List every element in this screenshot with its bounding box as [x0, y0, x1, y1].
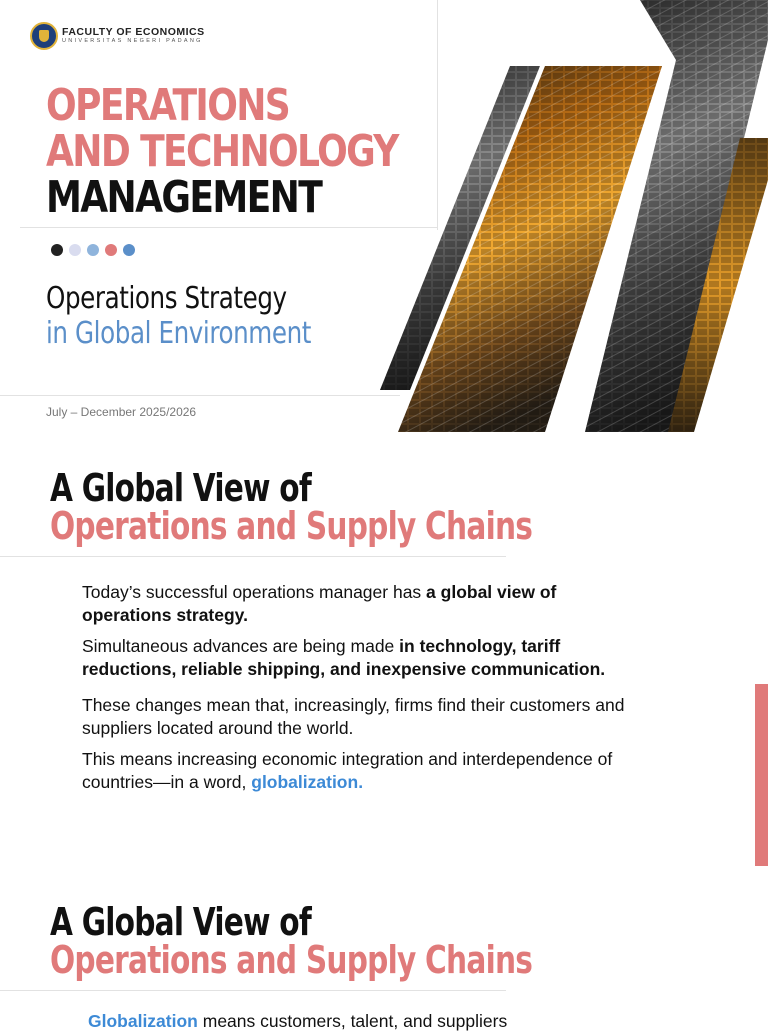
divider-horizontal — [0, 990, 506, 991]
paragraph-text: Simultaneous advances are being made — [82, 636, 400, 656]
slide2-heading-line-1: A Global View of — [50, 466, 311, 510]
subtitle-line-2: in Global Environment — [46, 316, 312, 351]
slide2-heading-line-2: Operations and Supply Chains — [50, 504, 533, 548]
port-photo-collage — [0, 0, 768, 440]
slide2-paragraph-3: These changes mean that, increasingly, firms find their customers and suppliers located around the world. — [82, 695, 625, 738]
faculty-subtitle: UNIVERSITAS NEGERI PADANG — [62, 38, 203, 44]
paragraph-emphasis: in technology, tariff reductions, reliable shipping, and inexpensive communication. — [82, 636, 606, 679]
paragraph-text: means customers, talent, and suppliers — [197, 1011, 508, 1031]
course-date: July – December 2025/2026 — [46, 405, 197, 419]
globalization-highlight: Globalization — [88, 1011, 198, 1031]
slide3-paragraph-1 — [88, 1010, 688, 1033]
globalization-highlight: globalization. — [251, 772, 364, 792]
paragraph-text: This means increasing economic integration and interdependence of countries—in a word, — [82, 749, 613, 792]
divider-horizontal — [0, 556, 506, 557]
slide2-paragraph-2 — [82, 635, 642, 681]
title-line-3: MANAGEMENT — [46, 172, 322, 223]
faculty-title: FACULTY OF ECONOMICS — [62, 26, 205, 38]
title-line-1: OPERATIONS — [46, 80, 290, 131]
accent-bar — [755, 684, 768, 866]
slide2-paragraph-4 — [82, 748, 672, 794]
slide3-heading-line-2: Operations and Supply Chains — [50, 938, 533, 982]
title-slide — [0, 0, 768, 440]
slide3-heading-line-1: A Global View of — [50, 900, 311, 944]
subtitle-line-1: Operations Strategy — [46, 281, 287, 316]
paragraph-text: Today’s successful operations manager has — [82, 582, 427, 602]
slide2-paragraph-1 — [82, 581, 582, 627]
paragraph-emphasis: a global view of operations strategy. — [82, 582, 557, 625]
title-line-2: AND TECHNOLOGY — [46, 126, 398, 177]
